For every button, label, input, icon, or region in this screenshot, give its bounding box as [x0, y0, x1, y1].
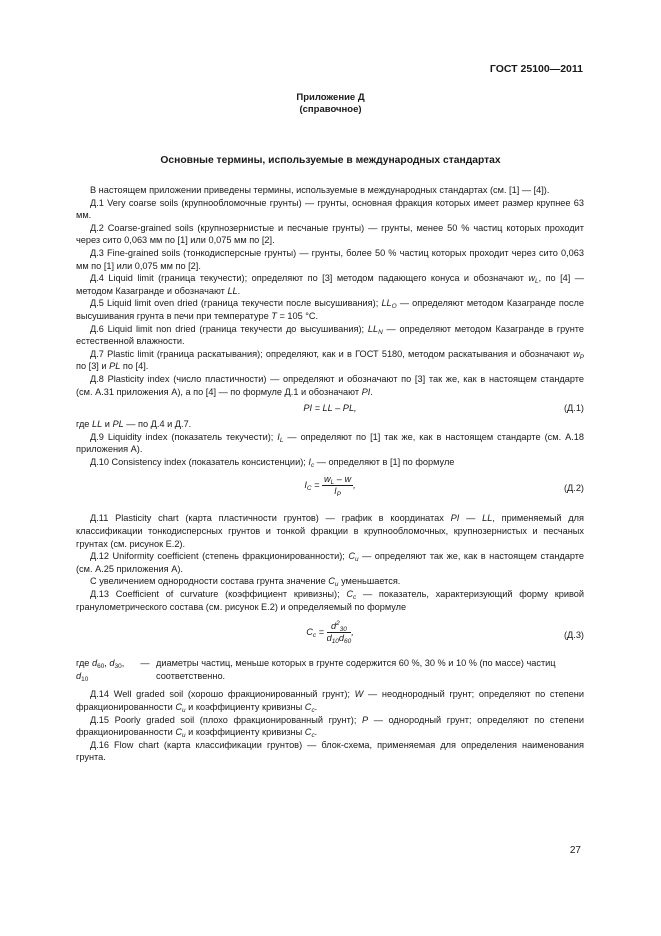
- item-d9: Д.9 Liquidity index (показатель текучести); $I_L$ — определяют по [1] так же, как в настоящем стандарте (см. А.18 приложения А).: [76, 431, 584, 455]
- formula-d3-definitions: [76, 657, 584, 682]
- content-body: [76, 184, 584, 764]
- item-d11: Д.11 Plasticity chart (карта пластичности грунтов) — график в координатах PI — LL, применяемый для классификации тонкодисперсных грунтов и тонкой фракции в крупнообломочных, крупнозернистых и песчаных грунтах (см. рисунок Е.2).: [76, 513, 584, 549]
- item-d3: Д.3 Fine-grained soils (тонкодисперсные грунты) — грунты, более 50 % частиц которых проходит через сито 0,063 мм по [1] или 0,075 мм по [2].: [76, 247, 584, 271]
- intro-paragraph: В настоящем приложении приведены термины, используемые в международных стандартах (см. [1] — [4]).: [90, 185, 550, 195]
- annex-title: Приложение Д: [296, 92, 365, 103]
- annex-note: (справочное): [299, 104, 362, 115]
- item-d2: Д.2 Coarse-grained soils (крупнозернистые и песчаные грунты) — грунты, менее 50 % частиц которых проходит через сито 0,063 мм по [1] или 0,075 мм по [2].: [76, 222, 584, 246]
- formula-d2-number: (Д.2): [563, 483, 584, 494]
- defs-dash: —: [140, 658, 150, 669]
- formula-d2: [76, 468, 584, 506]
- annex-heading: [0, 92, 661, 116]
- item-d10: Д.10 Consistency index (показатель консистенции); $I_c$ — определяют в [1] по формуле: [90, 456, 455, 469]
- formula-d1-number: (Д.1): [563, 403, 584, 414]
- item-d13: Д.13 Coefficient of curvature (коэффициент кривизны); $C_c$ — показатель, характеризующий форму кривой гранулометрического состава (см. рисунок Е.2) и определяемый по формуле: [76, 589, 585, 612]
- formula-d1: [76, 398, 584, 418]
- formula-d2-expression: $I_C$ = $\frac{w_L - w}{I_P}$ ,: [304, 474, 356, 499]
- formula-d3-number: (Д.3): [563, 630, 584, 641]
- item-d1: Д.1 Very coarse soils (крупнообломочные грунты) — грунты, основная фракция которых имеет размер крупнее 63 мм.: [76, 197, 584, 221]
- item-d5: Д.5 Liquid limit oven dried (граница текучести после высушивания); $LL_O$ — определяют методом Казагранде после высушивания грунта в печи при температуре T = 105 °С.: [76, 298, 584, 321]
- item-d12-note: С увеличением однородности состава грунта значение $C_u$ уменьшается.: [90, 576, 401, 589]
- item-d12: Д.12 Uniformity coefficient (степень фракционированности); $C_u$ — определяют так же, как в настоящем стандарте (см. А.25 приложения А).: [76, 551, 584, 574]
- standard-header: ГОСТ 25100—2011: [489, 63, 583, 75]
- item-d8: Д.8 Plasticity index (число пластичности) — определяют и обозначают по [3] так же, как в настоящем стандарте (см. А.31 приложения А), а по [4] — по формуле Д.1 и обозначают PI.: [76, 373, 584, 397]
- item-d4: Д.4 Liquid limit (граница текучести); определяют по [3] методом падающего конуса и обозначают $w_L$, по [4] — методом Казагранде и обозначают LL.: [76, 273, 584, 296]
- item-d7: Д.7 Plastic limit (граница раскатывания); определяют, как и в ГОСТ 5180, методом раскатывания и обозначают $w_P$ по [3] и PL по [4].: [76, 348, 584, 372]
- formula-d1-where: где LL и PL — по Д.4 и Д.7.: [76, 419, 192, 430]
- document-title: Основные термины, используемые в международных стандартах: [160, 155, 501, 166]
- page-number: 27: [569, 845, 581, 856]
- item-d6: Д.6 Liquid limit non dried (граница текучести до высушивания); $LL_N$ — определяют методом Казагранде в грунте естественной влажности.: [76, 323, 584, 347]
- item-d14: Д.14 Well graded soil (хорошо фракционированный грунт); W — неоднородный грунт; определяют по степени фракционированности $C_u$ и коэффициенту кривизны $C_c$.: [76, 689, 584, 714]
- defs-text: диаметры частиц, меньше которых в грунте содержится 60 %, 30 % и 10 % (по массе) частиц соответственно.: [156, 658, 556, 681]
- formula-d3: [76, 613, 584, 655]
- formula-d1-expression: PI = LL – PL,: [303, 403, 357, 414]
- item-d16: Д.16 Flow chart (карта классификации грунтов) — блок-схема, применяемая для определения наименования грунта.: [76, 739, 584, 763]
- item-d15: Д.15 Poorly graded soil (плохо фракционированный грунт); P — однородный грунт; определяют по степени фракционированности $C_u$ и коэффициенту кривизны $C_c$.: [76, 714, 584, 740]
- defs-label: где $d_{60}$, $d_{30}$, $d_{10}$: [76, 658, 125, 683]
- formula-d3-expression: $C_c$ = $\frac{d^2_{30}}{d_{10}d_{60}}$ ,: [306, 620, 354, 646]
